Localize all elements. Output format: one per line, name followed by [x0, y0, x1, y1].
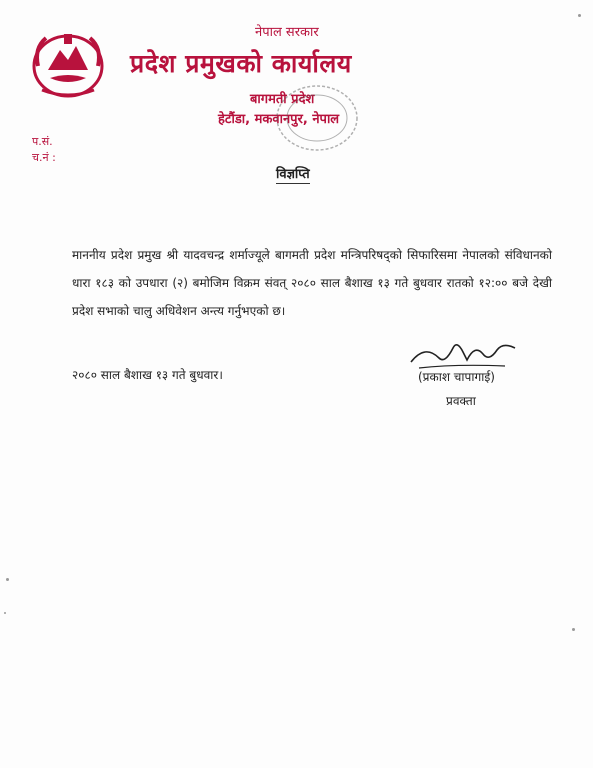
notice-date: २०८० साल बैशाख १३ गते बुधवार।	[72, 368, 223, 382]
notice-body: माननीय प्रदेश प्रमुख श्री यादवचन्द्र शर्माज्यूले बागमती प्रदेश मन्त्रिपरिषद्को सिफारिसमा नेपालको संविधानको धारा १८३ को उपधारा (२) बमोजिम विक्रम संवत् २०८० साल बैशाख १३ गते बुधवार रातको १२:०० बजे देखी प्रदेश सभाको चालु अधिवेशन अन्त्य गर्नुभएको छ।	[72, 248, 552, 318]
dispatch-number-label: च.नं :	[32, 151, 56, 164]
address-label: हेटौंडा, मकवानपुर, नेपाल	[218, 112, 340, 127]
reference-number-label: प.सं.	[32, 135, 53, 148]
scan-dot	[4, 612, 6, 614]
signatory-name: (प्रकाश चापागाई)	[418, 370, 495, 384]
scan-dot	[6, 578, 9, 581]
office-stamp-icon	[262, 78, 362, 158]
scan-dot	[572, 628, 575, 631]
office-title: प्रदेश प्रमुखको कार्यालय	[130, 49, 352, 78]
government-label: नेपाल सरकार	[255, 25, 319, 40]
signature-icon	[405, 334, 525, 372]
notice-title: विज्ञप्ति	[276, 164, 310, 184]
province-label: बागमती प्रदेश	[250, 92, 315, 107]
scan-dot	[578, 14, 581, 17]
signatory-role: प्रवक्ता	[446, 394, 476, 408]
nepal-emblem-icon	[28, 28, 108, 100]
